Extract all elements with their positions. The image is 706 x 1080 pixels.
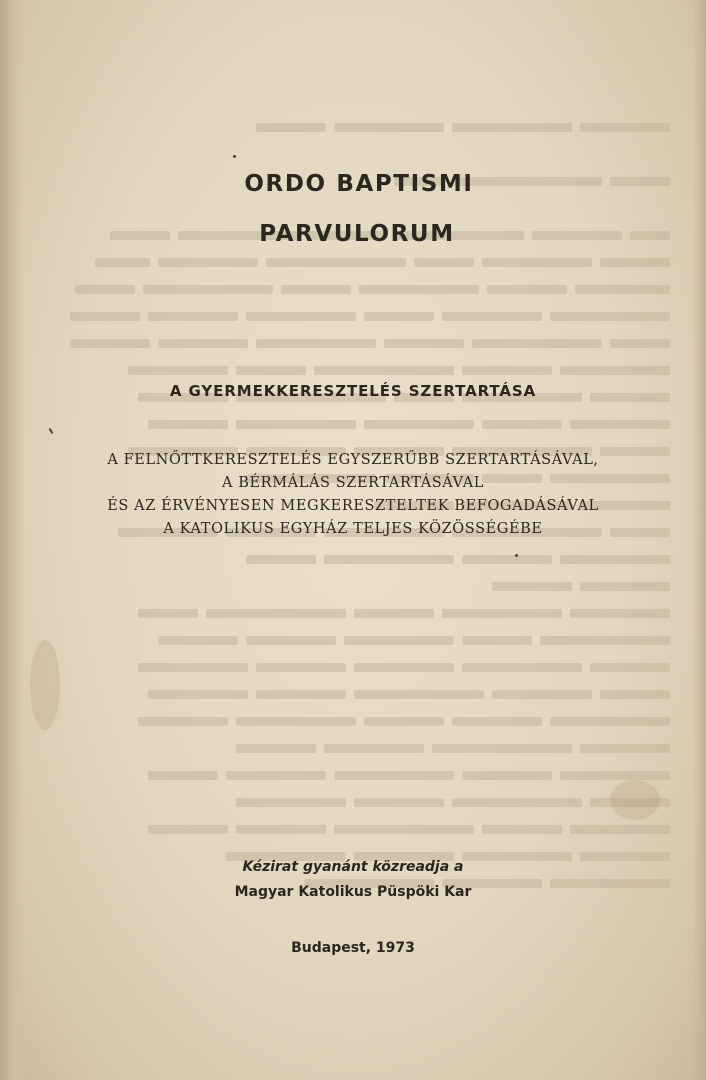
title-line-2: PARVULORUM <box>259 221 455 247</box>
publisher-note <box>0 855 706 905</box>
publisher-line-2: Magyar Katolikus Püspöki Kar <box>234 884 472 900</box>
description-line-1: A FELNŐTTKERESZTELÉS EGYSZERŰBB SZERTARTÁSÁVAL, <box>107 452 599 468</box>
ink-speck <box>515 554 518 557</box>
place-date: Budapest, 1973 <box>291 940 415 956</box>
publisher-line-1: Kézirat gyanánt közreadja a <box>242 859 464 875</box>
ink-speck <box>233 155 236 158</box>
description <box>0 449 706 541</box>
subtitle: A GYERMEKKERESZTELÉS SZERTARTÁSA <box>169 382 537 400</box>
description-line-2: A BÉRMÁLÁS SZERTARTÁSÁVAL <box>221 475 485 491</box>
paper-stain <box>30 640 60 730</box>
description-line-3: ÉS AZ ÉRVÉNYESEN MEGKERESZTELTEK BEFOGADÁSÁVAL <box>107 498 599 514</box>
ink-speck <box>49 428 54 434</box>
paper-stain <box>610 780 660 820</box>
description-line-4: A KATOLIKUS EGYHÁZ TELJES KÖZÖSSÉGÉBE <box>163 521 543 537</box>
title-line-1: ORDO BAPTISMI <box>244 171 474 197</box>
